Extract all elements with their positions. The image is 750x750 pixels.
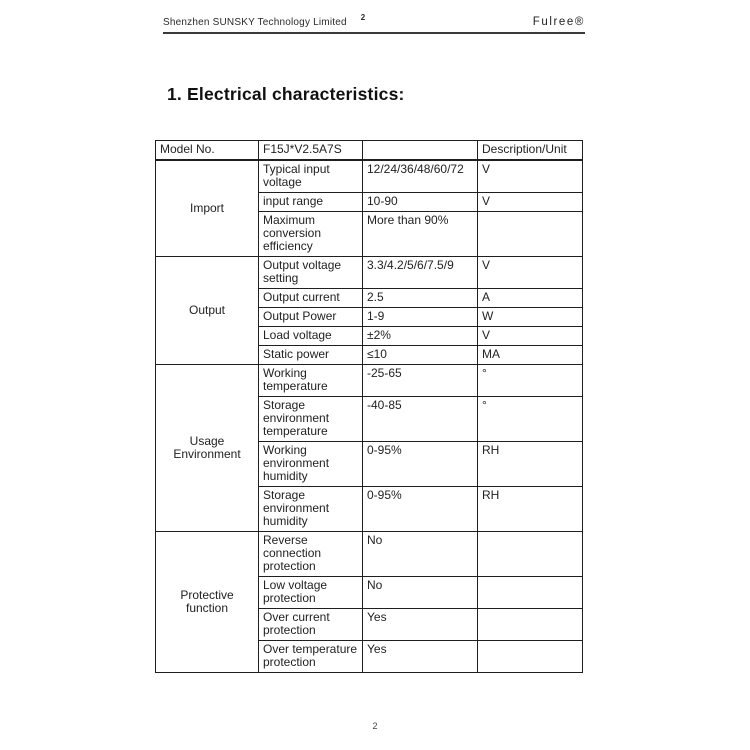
group-cell-usage-environment: Usage Environment xyxy=(156,365,259,532)
parameter-cell: input range xyxy=(259,193,363,212)
value-cell: More than 90% xyxy=(363,212,478,257)
value-cell: 3.3/4.2/5/6/7.5/9 xyxy=(363,257,478,289)
parameter-cell: Typical input voltage xyxy=(259,160,363,193)
unit-cell: RH xyxy=(478,487,583,532)
parameter-cell: Low voltage protection xyxy=(259,577,363,609)
parameter-cell: Maximum conversion efficiency xyxy=(259,212,363,257)
company-name xyxy=(163,13,365,28)
value-cell: -25-65 xyxy=(363,365,478,397)
column-header-model-value: F15J*V2.5A7S xyxy=(259,141,363,161)
unit-cell xyxy=(478,212,583,257)
parameter-cell: Static power xyxy=(259,346,363,365)
table-row xyxy=(156,257,583,289)
company-name-text: Shenzhen SUNSKY Technology Limited xyxy=(163,17,347,28)
column-header-model-no: Model No. xyxy=(156,141,259,161)
parameter-cell: Working environment humidity xyxy=(259,442,363,487)
value-cell: 0-95% xyxy=(363,442,478,487)
column-header-blank xyxy=(363,141,478,161)
unit-cell: W xyxy=(478,308,583,327)
page-title: 1. Electrical characteristics: xyxy=(167,84,405,104)
value-cell: ≤10 xyxy=(363,346,478,365)
value-cell: Yes xyxy=(363,641,478,673)
table-row xyxy=(156,532,583,577)
electrical-characteristics-table xyxy=(155,140,583,673)
value-cell: 2.5 xyxy=(363,289,478,308)
group-cell-import: Import xyxy=(156,160,259,257)
value-cell: -40-85 xyxy=(363,397,478,442)
unit-cell: ° xyxy=(478,397,583,442)
parameter-cell: Load voltage xyxy=(259,327,363,346)
value-cell: 10-90 xyxy=(363,193,478,212)
value-cell: 0-95% xyxy=(363,487,478,532)
unit-cell xyxy=(478,577,583,609)
group-cell-output: Output xyxy=(156,257,259,365)
value-cell: No xyxy=(363,577,478,609)
parameter-cell: Storage environment temperature xyxy=(259,397,363,442)
unit-cell xyxy=(478,609,583,641)
value-cell: 12/24/36/48/60/72 xyxy=(363,160,478,193)
value-cell: Yes xyxy=(363,609,478,641)
parameter-cell: Output current xyxy=(259,289,363,308)
parameter-cell: Over temperature protection xyxy=(259,641,363,673)
document-header xyxy=(163,13,585,34)
group-cell-protective-function: Protective function xyxy=(156,532,259,673)
brand-logo: Fulree® xyxy=(532,16,585,28)
value-cell: ±2% xyxy=(363,327,478,346)
unit-cell: A xyxy=(478,289,583,308)
unit-cell: MA xyxy=(478,346,583,365)
unit-cell: ° xyxy=(478,365,583,397)
table-row xyxy=(156,365,583,397)
footnote-superscript: 2 xyxy=(360,13,366,22)
value-cell: 1-9 xyxy=(363,308,478,327)
page-number: 2 xyxy=(372,721,378,731)
parameter-cell: Storage environment humidity xyxy=(259,487,363,532)
unit-cell: V xyxy=(478,257,583,289)
parameter-cell: Working temperature xyxy=(259,365,363,397)
table-header-row xyxy=(156,141,583,161)
unit-cell: RH xyxy=(478,442,583,487)
parameter-cell: Output voltage setting xyxy=(259,257,363,289)
column-header-description-unit: Description/Unit xyxy=(478,141,583,161)
value-cell: No xyxy=(363,532,478,577)
unit-cell: V xyxy=(478,193,583,212)
parameter-cell: Output Power xyxy=(259,308,363,327)
unit-cell: V xyxy=(478,160,583,193)
parameter-cell: Over current protection xyxy=(259,609,363,641)
parameter-cell: Reverse connection protection xyxy=(259,532,363,577)
table-row xyxy=(156,160,583,193)
unit-cell: V xyxy=(478,327,583,346)
unit-cell xyxy=(478,532,583,577)
unit-cell xyxy=(478,641,583,673)
